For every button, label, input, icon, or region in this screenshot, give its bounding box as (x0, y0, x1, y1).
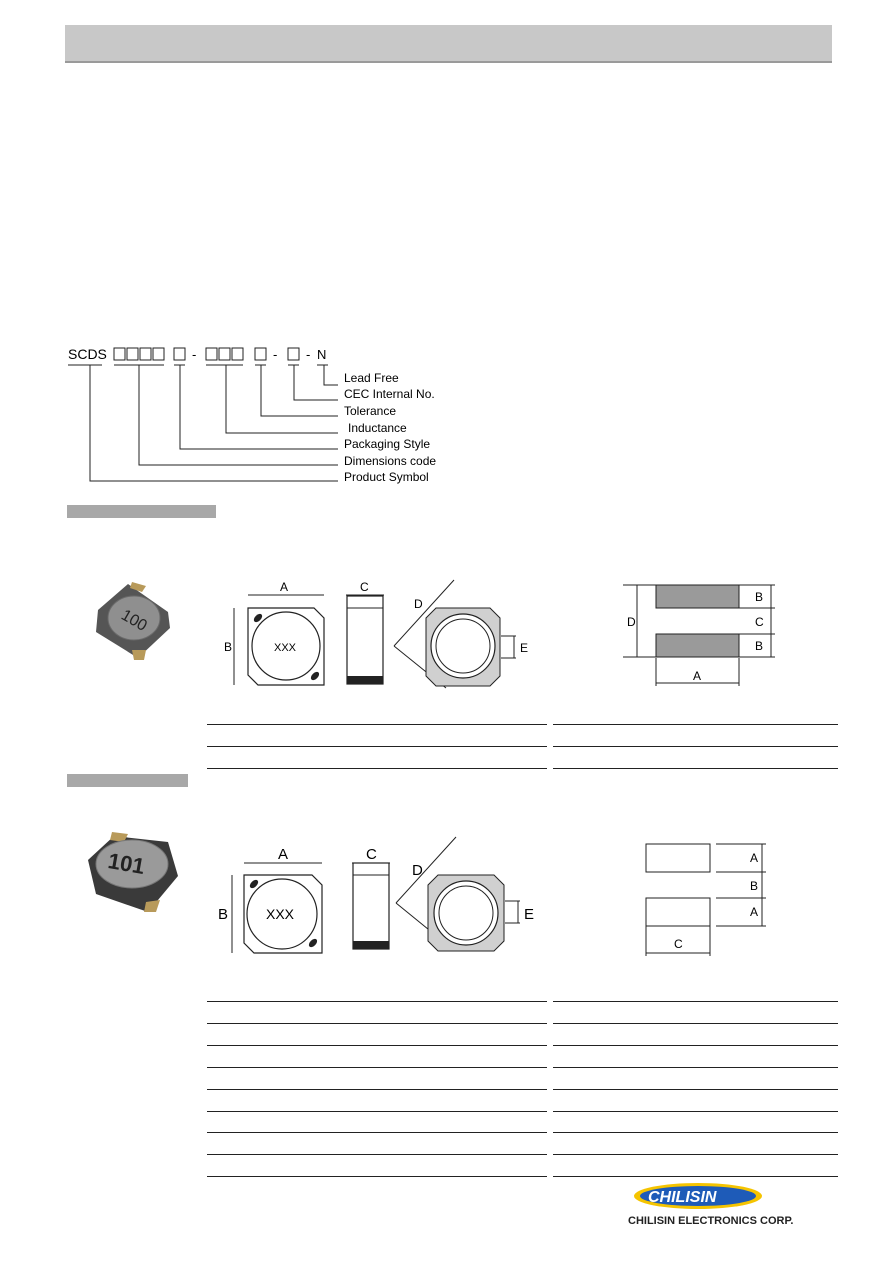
company-name: CHILISIN ELECTRONICS CORP. (628, 1215, 794, 1227)
s2-land-b: B (750, 879, 759, 893)
product-1-terminal-bottom (132, 650, 146, 660)
s2-table-rule-right-7 (553, 1132, 838, 1133)
s2-table-rule-left-1 (207, 1001, 547, 1002)
s1-bottom-view-core (436, 619, 490, 673)
s2-table-rule-right-8 (553, 1154, 838, 1155)
s2-bottom-view-core (439, 886, 493, 940)
s1-land-c: C (755, 615, 764, 629)
part-numbering-svg (60, 340, 480, 490)
pn-leader-lead-free (324, 365, 338, 385)
s1-table-rule-left-1 (207, 724, 547, 725)
section-1-bar (67, 505, 216, 518)
pn-box-dim-2 (127, 348, 138, 360)
section-1-land-pattern (615, 580, 785, 690)
section-2-outline-drawing (214, 835, 544, 955)
s2-dim-e: E (524, 906, 535, 923)
s1-table-rule-right-3 (553, 768, 838, 769)
s1-table-rule-right-1 (553, 724, 838, 725)
pn-leader-product (90, 365, 338, 481)
s2-top-view-marking: XXX (266, 906, 295, 922)
pn-leader-tolerance (261, 365, 338, 416)
s1-side-view-body (347, 596, 383, 684)
s2-table-rule-right-2 (553, 1023, 838, 1024)
page-header-bar (65, 25, 832, 63)
company-logo (626, 1180, 826, 1228)
pn-dash-2: - (273, 347, 278, 362)
pn-box-packaging (174, 348, 185, 360)
s1-land-b1: B (755, 590, 764, 604)
s1-side-view-base (347, 676, 383, 684)
product-2-marking: 101 (106, 848, 147, 880)
s2-side-view-body (353, 863, 389, 949)
s2-land-c: C (674, 937, 683, 951)
pn-label-cec: CEC Internal No. (344, 387, 435, 401)
s2-table-rule-right-1 (553, 1001, 838, 1002)
pn-dash-3: - (306, 347, 311, 362)
pn-box-tolerance (255, 348, 266, 360)
s2-dim-b: B (218, 906, 229, 923)
s2-table-rule-left-5 (207, 1089, 547, 1090)
s1-land-b2: B (755, 639, 764, 653)
s2-table-rule-left-3 (207, 1045, 547, 1046)
pn-leader-packaging (180, 365, 338, 449)
s1-land-pad-top (656, 585, 739, 608)
pn-box-dim-1 (114, 348, 125, 360)
s1-land-pad-bottom (656, 634, 739, 657)
s2-table-rule-right-6 (553, 1111, 838, 1112)
s1-dim-a: A (280, 580, 289, 594)
s2-side-view-base (353, 941, 389, 949)
s1-dim-c: C (360, 580, 369, 594)
pn-leader-dimensions (139, 365, 338, 465)
pn-label-tolerance: Tolerance (344, 404, 397, 418)
section-1-outline-drawing (218, 578, 538, 690)
s1-land-a: A (693, 669, 702, 683)
logo-word: CHILISIN (648, 1189, 717, 1206)
pn-box-dim-4 (153, 348, 164, 360)
s1-land-d: D (627, 615, 636, 629)
pn-prefix: SCDS (68, 346, 107, 362)
s2-table-rule-left-8 (207, 1154, 547, 1155)
pn-box-ind-1 (206, 348, 217, 360)
s2-table-rule-left-2 (207, 1023, 547, 1024)
s1-dim-b: B (224, 640, 233, 654)
section-2-bar (67, 774, 188, 787)
product-1-marking: 100 (118, 606, 150, 635)
s2-dim-d: D (412, 862, 423, 879)
pn-leader-cec (294, 365, 338, 400)
pn-leader-inductance (226, 365, 338, 433)
section-1-product-photo (88, 580, 176, 666)
s2-land-a1: A (750, 851, 759, 865)
pn-box-cec (288, 348, 299, 360)
pn-label-inductance: Inductance (348, 421, 407, 435)
s1-table-rule-left-3 (207, 768, 547, 769)
s2-table-rule-right-4 (553, 1067, 838, 1068)
section-2-land-pattern (640, 840, 780, 960)
pn-label-product: Product Symbol (344, 470, 429, 484)
s2-land-a2: A (750, 905, 759, 919)
s2-land-pad-top (646, 844, 710, 872)
pn-dash-1: - (192, 347, 197, 362)
s2-table-rule-left-4 (207, 1067, 547, 1068)
pn-box-dim-3 (140, 348, 151, 360)
pn-suffix: N (317, 347, 327, 362)
s2-dim-c: C (366, 846, 377, 863)
section-2-product-photo (84, 832, 180, 916)
pn-box-ind-2 (219, 348, 230, 360)
s1-top-view-marking: XXX (274, 642, 297, 654)
pn-label-dimensions: Dimensions code (344, 454, 437, 468)
s2-land-pad-bottom (646, 898, 710, 926)
s2-table-rule-right-5 (553, 1089, 838, 1090)
s2-dim-a: A (278, 846, 289, 863)
s1-dim-d: D (414, 597, 423, 611)
s2-table-rule-left-6 (207, 1111, 547, 1112)
pn-label-packaging: Packaging Style (344, 437, 431, 451)
s1-table-rule-left-2 (207, 746, 547, 747)
s2-table-rule-left-9 (207, 1176, 547, 1177)
s1-table-rule-right-2 (553, 746, 838, 747)
s1-dim-e: E (520, 641, 529, 655)
s2-table-rule-right-9 (553, 1176, 838, 1177)
pn-label-lead-free: Lead Free (344, 371, 399, 385)
pn-box-ind-3 (232, 348, 243, 360)
s2-table-rule-right-3 (553, 1045, 838, 1046)
s2-table-rule-left-7 (207, 1132, 547, 1133)
